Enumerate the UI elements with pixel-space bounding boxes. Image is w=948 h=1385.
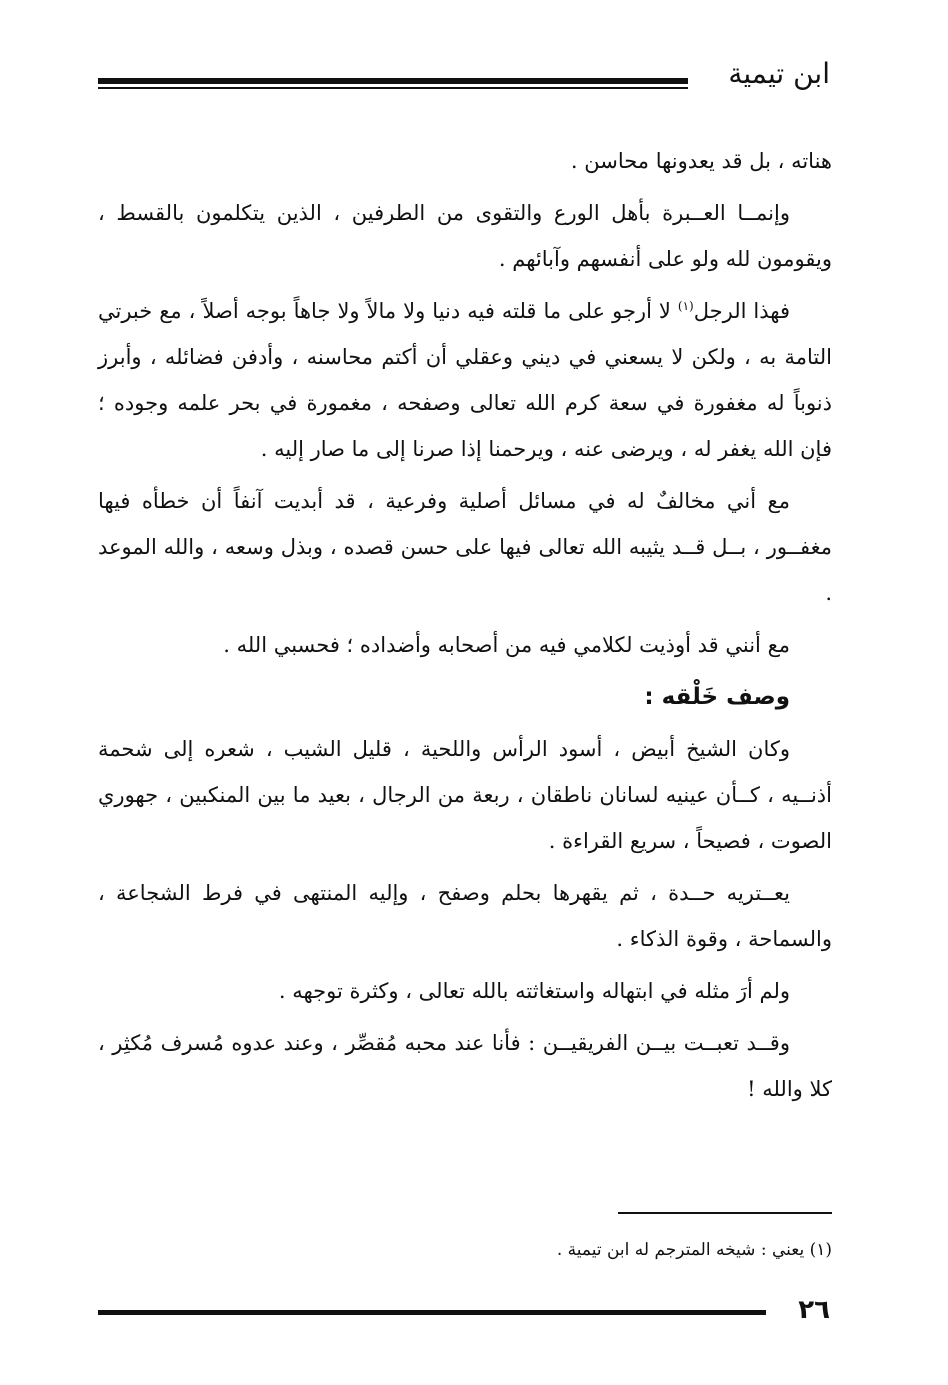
paragraph-5: مع أنني قد أوذيت لكلامي فيه من أصحابه وأضداده ؛ فحسبي الله . [223, 633, 790, 657]
paragraph-3-body: لا أرجو على ما قلته فيه دنيا ولا مالاً ولا جاهاً بوجه أصلاً ، مع خبرتي التامة به ، ولكن لا يسعني في ديني وعقلي أن أكتم محاسنه ، وأدفن فضائله ، وأبرز ذنوباً له مغفورة في سعة كرم الله تعالى وصفحه ، مغمورة في بحر علمه وجوده ؛ فإن الله يغفر له ، ويرضى عنه ، ويرحمنا إذا صرنا إلى ما صار إليه . [98, 299, 832, 461]
paragraph-7: يعــتريه حــدة ، ثم يقهرها بحلم وصفح ، وإليه المنتهى في فرط الشجاعة ، والسماحة ، وقوة الذكاء . [98, 881, 832, 951]
header-rule-thin [98, 87, 688, 89]
header-double-rule [98, 78, 688, 90]
paragraph-8: ولم أرَ مثله في ابتهاله واستغاثته بالله تعالى ، وكثرة توجهه . [278, 979, 790, 1003]
footnote: (١) يعني : شيخه المترجم له ابن تيمية . [556, 1240, 832, 1260]
paragraph-9: وقــد تعبــت بيــن الفريقيــن : فأنا عند محبه مُقصِّر ، وعند عدوه مُسرف مُكثِر ، كلا والله ! [98, 1031, 832, 1101]
paragraph-6: وكان الشيخ أبيض ، أسود الرأس واللحية ، قليل الشيب ، شعره إلى شحمة أذنــيه ، كــأن عينيه لسانان ناطقان ، ربعة من الرجال ، بعيد ما بين المنكبين ، جهوري الصوت ، فصيحاً ، سريع القراءة . [98, 737, 832, 853]
paragraph-3-lead: فهذا الرجل [693, 299, 791, 323]
footnote-reference: (١) [677, 299, 694, 313]
paragraph-3 [98, 288, 832, 472]
paragraph-1: هناته ، بل قد يعدونها محاسن . [570, 149, 832, 173]
footer-rule [98, 1310, 766, 1315]
header-title: ابن تيمية [728, 57, 830, 90]
section-heading: وصف خَلْقه : [644, 684, 790, 710]
header-rule-thick [98, 78, 688, 84]
paragraph-4: مع أني مخالفٌ له في مسائل أصلية وفرعية ، قد أبديت آنفاً أن خطأه فيها مغفــور ، بــل قــد يثيبه الله تعالى فيها على حسن قصده ، وبذل وسعه ، والله الموعد . [98, 489, 832, 605]
page-number: ٢٦ [798, 1295, 830, 1325]
running-header [98, 52, 830, 96]
page-body [98, 138, 832, 1118]
footnote-separator [618, 1212, 832, 1214]
paragraph-2: وإنمــا العــبرة بأهل الورع والتقوى من الطرفين ، الذين يتكلمون بالقسط ، ويقومون لله ولو على أنفسهم وآبائهم . [98, 201, 832, 271]
